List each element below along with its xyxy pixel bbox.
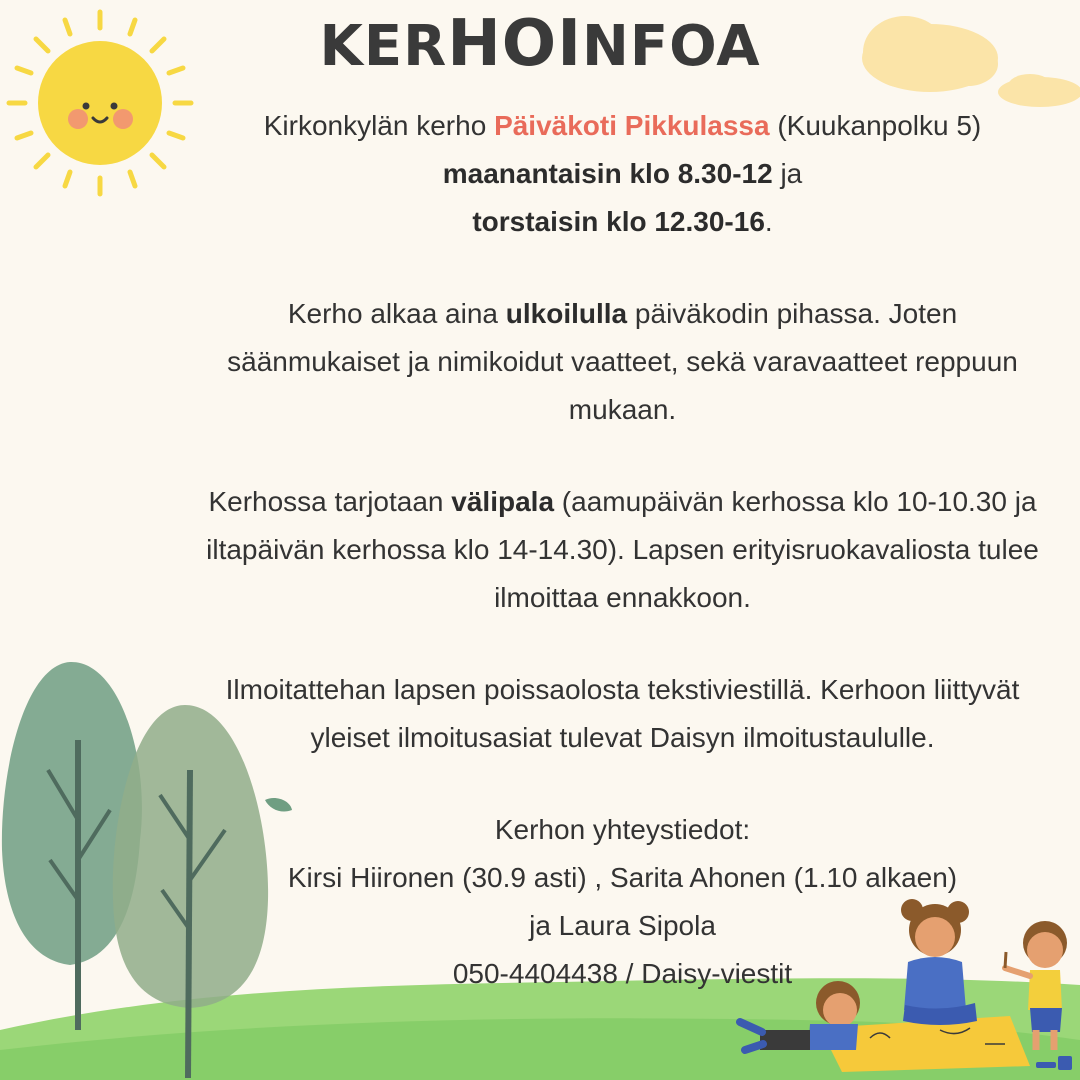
absence-paragraph: Ilmoitattehan lapsen poissaolosta tekstiviestillä. Kerhoon liittyvät yleiset ilmoitusasiat tulevat Daisyn ilmoitustaululle.: [225, 674, 1020, 753]
outdoor-rest: päiväkodin pihassa. Joten säänmukaiset ja nimikoidut vaatteet, sekä varavaatteet reppuun mukaan.: [227, 298, 1018, 425]
title-part-1: KER: [319, 14, 448, 79]
club-place: Päiväkoti Pikkulassa: [494, 110, 770, 141]
snack-bold: välipala: [451, 486, 555, 517]
outdoor-start: Kerho alkaa aina: [287, 298, 506, 329]
schedule-and: ja: [772, 158, 803, 189]
title-part-3: NFOA: [582, 14, 761, 79]
contact-names-2: ja Laura Sipola: [529, 910, 716, 941]
snack-paragraph: [200, 478, 1045, 622]
schedule-thursday: torstaisin klo 12.30-16: [472, 206, 765, 237]
snack-rest: (aamupäivän kerhossa klo 10-10.30 ja iltapäivän kerhossa klo 14-14.30). Lapsen erityisruokavaliosta tulee ilmoittaa ennakkoon.: [206, 486, 1039, 613]
contact-names: Kirsi Hiironen (30.9 asti) , Sarita Ahonen (1.10 alkaen): [287, 862, 958, 893]
info-text: [200, 102, 1045, 998]
contact-heading: Kerhon yhteystiedot:: [494, 814, 751, 845]
outdoor-bold: ulkoilulla: [505, 298, 628, 329]
location-paragraph: [200, 102, 1045, 246]
contact-paragraph: [200, 806, 1045, 998]
contact-phone: 050-4404438 / Daisy-viestit: [452, 958, 793, 989]
club-address: (Kuukanpolku 5): [769, 110, 982, 141]
schedule-end: .: [764, 206, 773, 237]
schedule-monday: maanantaisin klo 8.30-12: [442, 158, 773, 189]
page-title: [0, 8, 1080, 83]
snack-start: Kerhossa tarjotaan: [208, 486, 452, 517]
outdoor-paragraph: [200, 290, 1045, 434]
club-intro: Kirkonkylän kerho: [263, 110, 495, 141]
title-part-2: HOI: [447, 7, 582, 81]
